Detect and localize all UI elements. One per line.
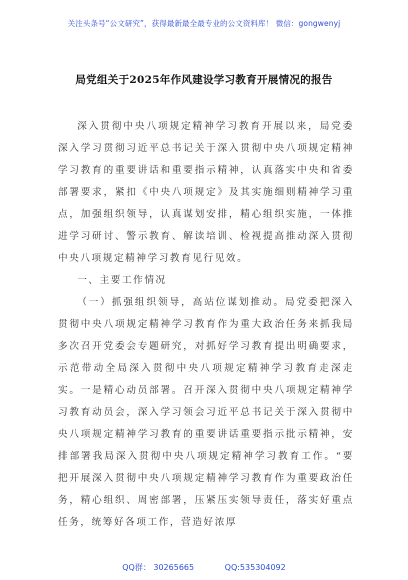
section-paragraph: （一）抓强组织领导，高站位谋划推动。局党委把深入贯彻中央八项规定精神学习教育作为重大政治任务来抓我局多次召开党委会专题研究，对抓好学习教育提出明确要求，示范带动全局深入贯彻中央八项规定精神学习教育走深走实。一是精心动员部署。召开深入贯彻中央八项规定精神学习教育动员会，深入学习领会习近平总书记关于深入贯彻中央八项规定精神学习教育的重要讲话重要指示批示精神，安排部署我局深入贯彻中央八项规定精神学习教育工作。“要把开展深入贯彻中央八项规定精神学习教育作为重要政治任务，精心组织、周密部署，压紧压实领导责任，落实好重点任务，统筹好各项工作，营造好浓厚: [58, 297, 354, 528]
section-heading: 一、主要工作情况: [77, 275, 167, 286]
footer-contact: [0, 562, 408, 573]
document-body: [58, 116, 354, 534]
footer-qq-number: QQ:535304092: [224, 563, 286, 572]
footer-qq-group: QQ群： 30265665: [122, 563, 195, 572]
document-title: 局党组关于2025年作风建设学习教育开展情况的报告: [75, 74, 333, 86]
header-notice: 关注头条号“公文研究”，获得最新最全最专业的公文资料库！ 微信：gongwenyj: [67, 19, 341, 28]
intro-paragraph: 深入贯彻中央八项规定精神学习教育开展以来，局党委深入学习贯彻习近平总书记关于深入贯彻中央八项规定精神学习教育的重要讲话和重要指示精神，认真落实中央和省委部署要求，紧扣《中央八项规定》及其实施细则精神学习重点，加强组织领导，认真谋划安排，精心组织实施，一体推进学习研讨、警示教育、解读培训、检视提高推动深入贯彻中央八项规定精神学习教育见行见效。: [58, 121, 354, 264]
